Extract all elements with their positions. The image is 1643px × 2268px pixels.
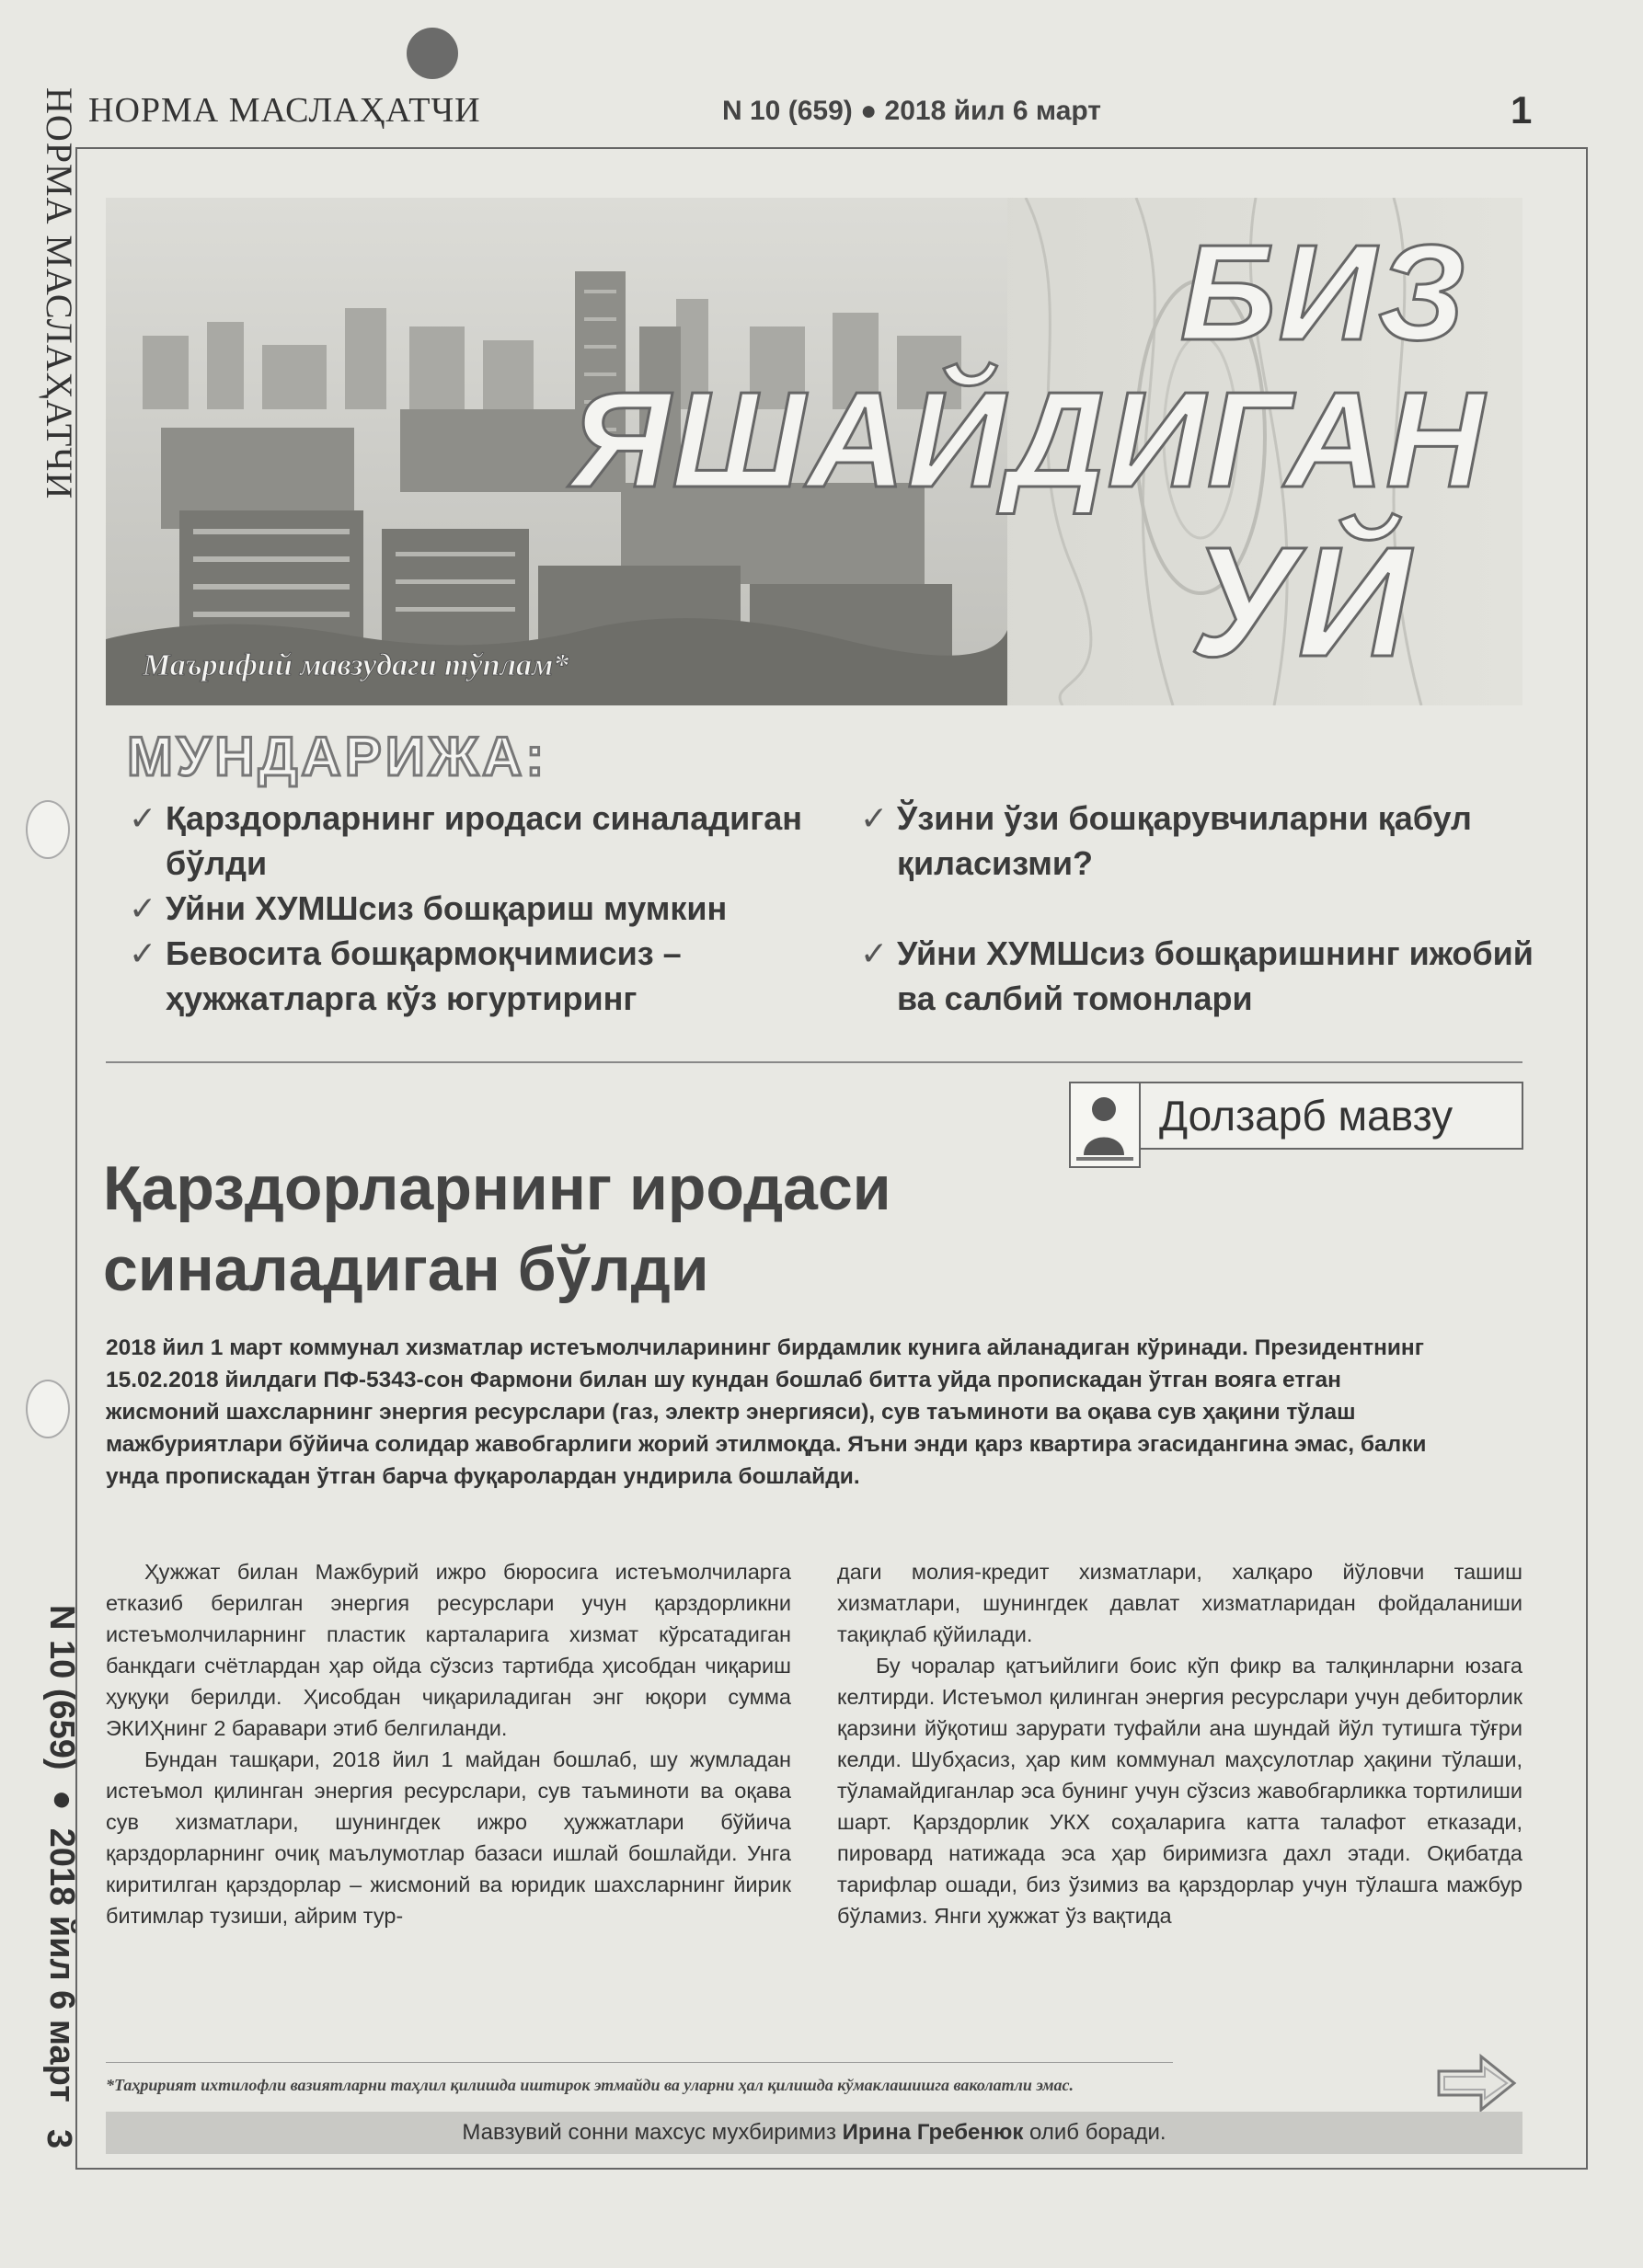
topic-label: Долзарб мавзу <box>1159 1092 1453 1140</box>
check-icon: ✓ <box>860 934 889 972</box>
binder-hole <box>26 1380 70 1438</box>
contents-item[interactable]: ✓ Уйни ХУМШсиз бошқариш мумкин <box>129 886 810 931</box>
page-number: 1 <box>1511 88 1533 132</box>
contents-left-column <box>129 796 810 1021</box>
masthead: НОРМА МАСЛАҲАТЧИ <box>88 91 481 130</box>
check-icon: ✓ <box>129 799 157 837</box>
person-icon <box>1069 1082 1141 1168</box>
article-column-1 <box>106 1556 791 1931</box>
check-icon: ✓ <box>129 889 157 927</box>
spine-issue: N 10 (659) ● 2018 йил 6 март <box>42 1605 81 2102</box>
banner-title-line3: УЙ <box>1189 515 1412 690</box>
check-icon: ✓ <box>860 799 889 837</box>
contents-item[interactable]: ✓ Бевосита бошқармоқчимисиз – ҳужжатларга кўз югуртиринг <box>129 931 810 1021</box>
contents-heading: МУНДАРИЖА: <box>127 726 548 787</box>
article-paragraph: Бундан ташқари, 2018 йил 1 майдан бошлаб, шу жумладан истеъмол қилинган энергия ресурслари, сув таъминоти ва оқава сув хизматлари, шунингдек ижро ҳужжатлари бўйича қарздорларнинг очиқ маълумотлар базаси ишлай бошлайди. Унга киритилган қарздорлар – жисмоний ва юридик шахсларнинг йирик битимлар тузиши, айрим тур- <box>106 1747 791 1928</box>
banner-subtitle: Маърифий мавзудаги тўплам* <box>143 648 569 682</box>
footnote: *Таҳририят ихтилофли вазиятларни таҳлил қилишда иштирок этмайди ва уларни ҳал қилишда кўмаклашишга ваколатли эмас. <box>106 2076 1074 2094</box>
topic-box <box>1069 1082 1523 1150</box>
issue-line: N 10 (659) ● 2018 йил 6 март <box>722 96 1102 126</box>
article-paragraph: Бу чоралар қатъийлиги боис кўп фикр ва талқинларни юзага келтирди. Истеъмол қилинган энергия ресурслари учун дебиторлик қарзини йўқотиш зарурати туфайли ана шундай йўл тутишга тўғри келди. Шубҳасиз, ҳар ким коммунал маҳсулотлар ҳақини тўлаши, тўламайдиганлар эса бунинг учун сўзсиз жавобгарликка тортилиши шарт. Қарздорлик УКХ соҳаларига катта талафот етказади, пировард натижада эса ҳар биримизга дахл этади. Оқибатда тарифлар ошади, биз ўзимиз ва қарздорлар учун тўлашга мажбур бўламиз. Янги ҳужжат ўз вақтида <box>837 1654 1522 1928</box>
banner <box>106 198 1522 705</box>
article-lead: 2018 йил 1 март коммунал хизматлар истеъмолчиларининг бирдамлик кунига айланадиган кўринади. Президентнинг 15.02.2018 йилдаги ПФ-5343-сон Фармони билан шу кундан бошлаб битта уйда пропискадан ўтган вояга етган жисмоний шахсларнинг энергия ресурслари (газ, электр энергияси), сув таъминоти ва оқава сув ҳақини тўлаш мажбуриятлари бўйича солидар жавобгарлиги жорий этилмоқда. Яъни энди қарз квартира эгасидангина эмас, балки унда пропискадан ўтган барча фуқаролардан ундирила бошлайди. <box>106 1335 1427 1489</box>
binder-hole <box>26 800 70 859</box>
footer-credit: Мавзувий сонни махсус мухбиримиз Ирина Гребенюк олиб боради. <box>106 2112 1522 2154</box>
banner-title-line2: ЯШАЙДИГАН <box>570 364 1486 516</box>
spine-page-number: 3 <box>40 2129 78 2149</box>
author-name: Ирина Гребенюк <box>842 2120 1024 2145</box>
contents-item[interactable]: ✓ Қарздорларнинг иродаси синаладиган бўлди <box>129 796 810 886</box>
article-column-2 <box>837 1556 1522 1931</box>
contents-item[interactable]: ✓ Уйни ХУМШсиз бошқаришнинг ижобий ва салбий томонлари <box>860 931 1541 1021</box>
contents-right-column <box>860 796 1541 1021</box>
article-paragraph: даги молия-кредит хизматлари, халқаро йўловчи ташиш хизматлари, шунингдек давлат хизматларидан фойдаланиши тақиқлаб қўйилади. <box>837 1560 1522 1646</box>
section-divider <box>106 1061 1522 1063</box>
check-icon: ✓ <box>129 934 157 972</box>
article-headline: Қарздорларнинг иродаси синаладиган бўлди <box>103 1153 891 1304</box>
spine-title: НОРМА МАСЛАҲАТЧИ <box>39 87 80 500</box>
article-paragraph: Ҳужжат билан Мажбурий ижро бюросига истеъмолчиларга етказиб берилган энергия ресурслари учун қарздорликни истеъмолчиларнинг пластик карталарига хизмат кўрсатадиган банкдаги счётлардан ҳар ойда сўзсиз тартибда ҳисобдан чиқариш ҳуқуқи берилди. Ҳисобдан чиқариладиган энг юқори сумма ЭКИҲнинг 2 баравари этиб белгиланди. <box>106 1560 791 1740</box>
banner-title-line1: БИЗ <box>1179 217 1467 369</box>
contents-item[interactable]: ✓ Ўзини ўзи бошқарувчиларни қабул қиласизми? <box>860 796 1541 886</box>
punch-mark <box>407 28 458 79</box>
next-page-arrow-icon[interactable] <box>1435 2051 1518 2115</box>
footnote-divider <box>106 2062 1173 2063</box>
